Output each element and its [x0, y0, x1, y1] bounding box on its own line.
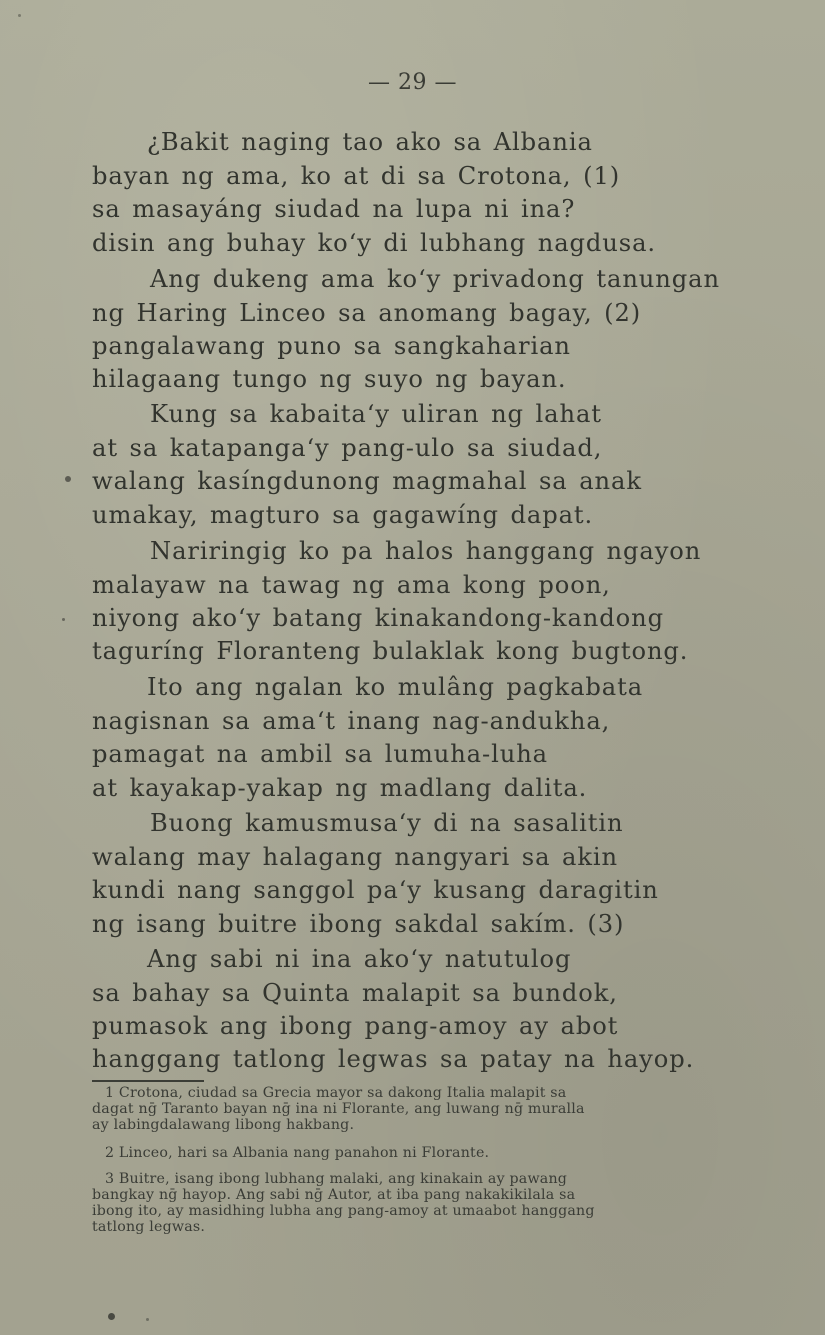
verse-line: ng isang buitre ibong sakdal sakím. (3) — [92, 910, 625, 938]
verse-line: ng Haring Linceo sa anomang bagay, (2) — [92, 299, 642, 327]
verse-line: Ang dukeng ama ko‘y privadong tanungan — [150, 265, 720, 293]
verse-line: walang kasíngdunong magmahal sa anak — [92, 467, 642, 495]
verse-line: pamagat na ambil sa lumuha-luha — [92, 740, 548, 768]
footnote-line: ay labingdalawang libong hakbang. — [92, 1117, 355, 1133]
verse-line: pumasok ang ibong pang-amoy ay abot — [92, 1012, 619, 1040]
verse-line: walang may halagang nangyari sa akin — [92, 843, 618, 871]
verse-line: pangalawang puno sa sangkaharian — [92, 332, 571, 360]
verse-line: niyong ako‘y batang kinakandong-kandong — [92, 604, 664, 632]
footnote-line: 2 Linceo, hari sa Albania nang panahon ni Florante. — [105, 1145, 490, 1161]
verse-line: hanggang tatlong legwas sa patay na hayop. — [92, 1045, 695, 1073]
verse-line: hilagaang tungo ng suyo ng bayan. — [92, 365, 567, 393]
verse-line: nagisnan sa ama‘t inang nag-andukha, — [92, 707, 611, 735]
verse-line: taguríng Floranteng bulaklak kong bugtong. — [92, 637, 689, 665]
footnote-line: dagat nḡ Taranto bayan nḡ ina ni Florante, ang luwang nḡ muralla — [92, 1101, 585, 1117]
footnote-line: 3 Buitre, isang ibong lubhang malaki, ang kinakain ay pawang — [105, 1171, 568, 1187]
footnote-line: 1 Crotona, ciudad sa Grecia mayor sa dakong Italia malapit sa — [105, 1085, 567, 1101]
ink-speck — [146, 1318, 149, 1321]
verse-line: sa masayáng siudad na lupa ni ina? — [92, 195, 576, 223]
verse-line: at kayakap-yakap ng madlang dalita. — [92, 774, 588, 802]
footnote-line: bangkay nḡ hayop. Ang sabi nḡ Autor, at iba pang nakakikilala sa — [92, 1187, 576, 1203]
verse-line: Nariringig ko pa halos hanggang ngayon — [150, 537, 702, 565]
ink-speck — [108, 1313, 115, 1320]
footnote-line: ibong ito, ay masidhing lubha ang pang-amoy at umaabot hanggang — [92, 1203, 595, 1219]
ink-speck — [18, 14, 21, 17]
footnote-line: tatlong legwas. — [92, 1219, 206, 1235]
ink-speck — [65, 476, 71, 482]
verse-line: Kung sa kabaita‘y uliran ng lahat — [150, 400, 602, 428]
verse-line: Buong kamusmusa‘y di na sasalitin — [150, 809, 624, 837]
verse-line: ¿Bakit naging tao ako sa Albania — [147, 128, 593, 156]
page-number: — 29 — — [368, 70, 457, 95]
verse-line: disin ang buhay ko‘y di lubhang nagdusa. — [92, 229, 656, 257]
verse-line: Ito ang ngalan ko mulâng pagkabata — [147, 673, 644, 701]
verse-line: sa bahay sa Quinta malapit sa bundok, — [92, 979, 618, 1007]
footnote-divider — [92, 1080, 204, 1082]
verse-line: malayaw na tawag ng ama kong poon, — [92, 571, 611, 599]
verse-line: at sa katapanga‘y pang-ulo sa siudad, — [92, 434, 603, 462]
verse-line: bayan ng ama, ko at di sa Crotona, (1) — [92, 162, 621, 190]
verse-line: umakay, magturo sa gagawíng dapat. — [92, 501, 594, 529]
verse-line: kundi nang sanggol pa‘y kusang daragitin — [92, 876, 659, 904]
verse-line: Ang sabi ni ina ako‘y natutulog — [147, 945, 572, 973]
ink-speck — [62, 618, 65, 621]
